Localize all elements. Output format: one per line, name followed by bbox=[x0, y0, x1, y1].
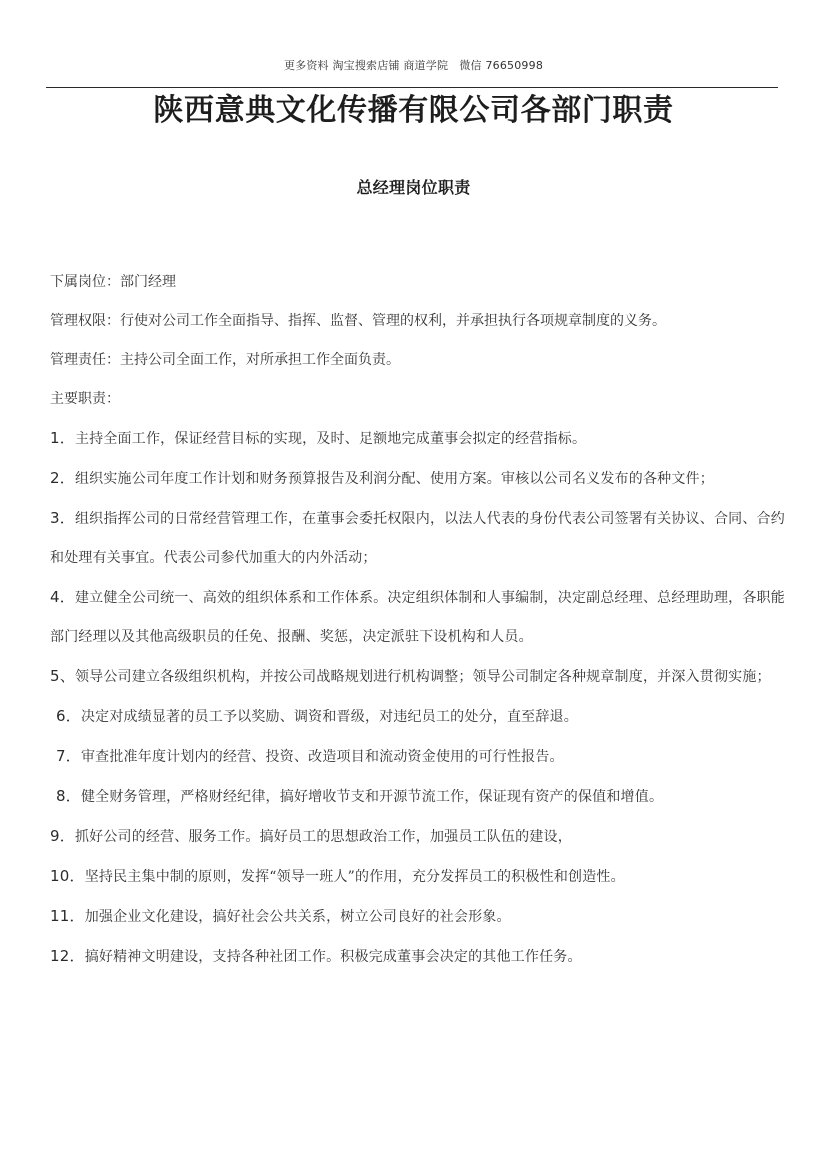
section-title: 总经理岗位职责 bbox=[356, 178, 471, 197]
duty-number: 11 bbox=[50, 907, 70, 925]
duty-separator: ． bbox=[65, 787, 81, 805]
duty-number: 7 bbox=[56, 747, 66, 765]
duty-text: 领导公司建立各级组织机构，并按公司战略规划进行机构调整；领导公司制定各种规章制度，并深入贯彻实施； bbox=[74, 669, 771, 685]
duty-separator: ． bbox=[59, 827, 75, 845]
main-duties-label: 主要职责： bbox=[50, 391, 120, 407]
duty-item bbox=[50, 419, 787, 459]
duty-text: 坚持民主集中制的原则，发挥“领导一班人”的作用，充分发挥员工的积极性和创造性。 bbox=[84, 869, 625, 885]
duty-number: 4 bbox=[50, 588, 60, 606]
duty-number: 9 bbox=[50, 827, 60, 845]
header-divider bbox=[46, 87, 778, 88]
duty-number: 5 bbox=[50, 667, 60, 685]
management-responsibility: 管理责任：主持公司全面工作，对所承担工作全面负责。 bbox=[50, 352, 400, 368]
duty-number: 8 bbox=[56, 787, 66, 805]
duty-separator: 、 bbox=[59, 667, 75, 685]
duty-separator: ． bbox=[59, 469, 75, 487]
duty-separator: ． bbox=[59, 429, 75, 447]
duty-item bbox=[50, 897, 787, 937]
duty-number: 6 bbox=[56, 707, 66, 725]
duty-number: 1 bbox=[50, 429, 60, 447]
duty-text: 建立健全公司统一、高效的组织体系和工作体系。决定组织体制和人事编制，决定副总经理、总经理助理，各职能部门经理以及其他高级职员的任免、报酬、奖惩，决定派驻下设机构和人员。 bbox=[50, 590, 785, 645]
duty-text: 主持全面工作，保证经营目标的实现，及时、足额地完成董事会拟定的经营指标。 bbox=[74, 431, 587, 447]
duty-text: 组织实施公司年度工作计划和财务预算报告及利润分配、使用方案。审核以公司名义发布的各种文件； bbox=[74, 471, 714, 487]
page-title: 陕西意典文化传播有限公司各部门职责 bbox=[153, 93, 674, 128]
duty-separator: ． bbox=[65, 747, 81, 765]
header-note: 更多资料 淘宝搜索店铺 商道学院 微信 76650998 bbox=[283, 59, 544, 72]
duty-item bbox=[50, 578, 787, 657]
duties-content bbox=[50, 263, 787, 977]
duty-item bbox=[50, 697, 787, 737]
duty-number: 12 bbox=[50, 947, 70, 965]
duty-number: 2 bbox=[50, 469, 60, 487]
duty-separator: ． bbox=[69, 867, 85, 885]
duty-separator: ． bbox=[65, 707, 81, 725]
duty-number: 3 bbox=[50, 509, 60, 527]
duty-item bbox=[50, 857, 787, 897]
duty-item bbox=[50, 777, 787, 817]
duty-item bbox=[50, 817, 787, 857]
duty-text: 健全财务管理，严格财经纪律，搞好增收节支和开源节流工作，保证现有资产的保值和增值。 bbox=[80, 789, 664, 805]
duty-item bbox=[50, 459, 787, 499]
management-authority: 管理权限：行使对公司工作全面指导、指挥、监督、管理的权利，并承担执行各项规章制度的义务。 bbox=[50, 313, 666, 329]
duty-item bbox=[50, 499, 787, 578]
duty-separator: ． bbox=[59, 588, 75, 606]
duty-item bbox=[50, 937, 787, 977]
duty-text: 抓好公司的经营、服务工作。搞好员工的思想政治工作，加强员工队伍的建设， bbox=[74, 829, 572, 845]
duty-separator: ． bbox=[69, 907, 85, 925]
duty-text: 决定对成绩显著的员工予以奖励、调资和晋级，对违纪员工的处分，直至辞退。 bbox=[80, 709, 578, 725]
subordinate-position: 下属岗位：部门经理 bbox=[50, 274, 176, 290]
duty-item bbox=[50, 737, 787, 777]
duty-number: 10 bbox=[50, 867, 70, 885]
duty-item bbox=[50, 657, 787, 697]
duty-text: 搞好精神文明建设，支持各种社团工作。积极完成董事会决定的其他工作任务。 bbox=[84, 949, 582, 965]
duty-text: 组织指挥公司的日常经营管理工作，在董事会委托权限内，以法人代表的身份代表公司签署有关协议、合同、合约和处理有关事宜。代表公司参代加重大的内外活动； bbox=[50, 511, 785, 566]
duty-separator: ． bbox=[59, 509, 75, 527]
duty-text: 加强企业文化建设，搞好社会公共关系，树立公司良好的社会形象。 bbox=[84, 909, 511, 925]
duty-separator: ． bbox=[69, 947, 85, 965]
duty-text: 审查批准年度计划内的经营、投资、改造项目和流动资金使用的可行性报告。 bbox=[80, 749, 564, 765]
